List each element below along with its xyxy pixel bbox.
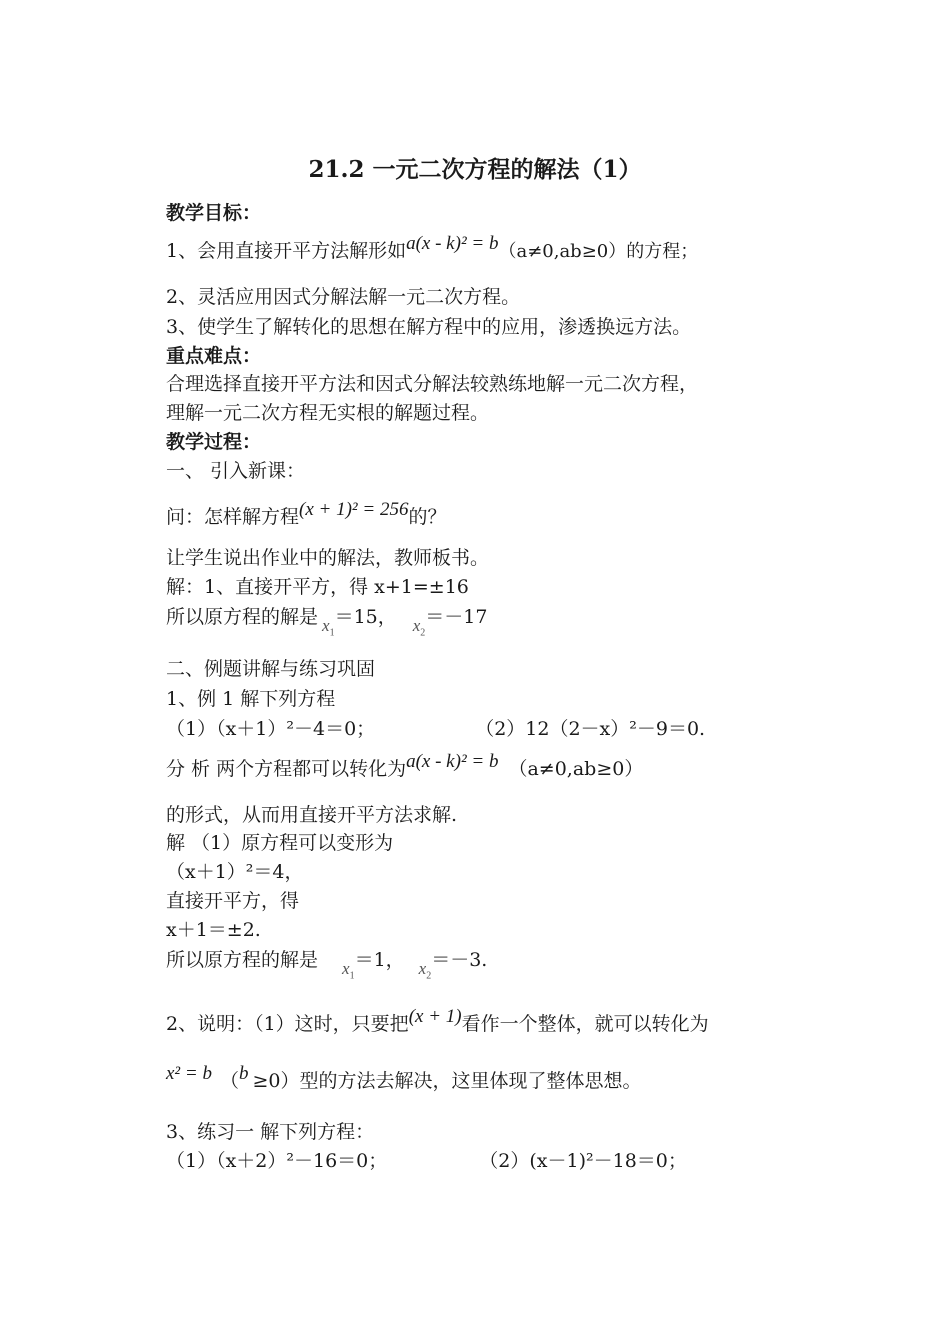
equation-1: （1）（x＋1）²－4＝0；: [166, 718, 376, 740]
analysis-line-1: [166, 751, 644, 783]
x1-variable: $x_1$: [322, 616, 335, 639]
x2-variable: $x_2$: [412, 616, 426, 639]
solution-step-4: x＋1＝±2.: [166, 919, 261, 941]
objectives-heading: 教学目标：: [166, 202, 262, 224]
note-formula: (x + 1): [408, 1006, 462, 1027]
solution-step-5: [166, 947, 487, 981]
analysis-line-2: 的形式，从而用直接开平方法求解.: [166, 804, 458, 826]
question-text: 问：怎样解方程: [166, 506, 300, 528]
objective-1-text: 1、会用直接开平方法解形如: [166, 240, 407, 262]
key-points-heading: 重点难点：: [166, 345, 262, 367]
objective-3: 3、使学生了解转化的思想在解方程中的应用，渗透换远方法。: [166, 316, 692, 338]
analysis-condition: （a≠0,ab≥0）: [508, 758, 644, 780]
question-formula: (x + 1)² = 256: [299, 499, 409, 520]
question-suffix: 的？: [408, 506, 447, 528]
equation-2: （2）12（2－x）²－9＝0.: [475, 718, 706, 740]
example-title: 1、例 1 解下列方程: [166, 688, 336, 710]
sol-x1-value: ＝1，: [354, 949, 405, 971]
key-points-line-2: 理解一元二次方程无实根的解题过程。: [166, 402, 490, 424]
intro-question: [166, 499, 447, 531]
solution-step-2: （x＋1）²＝4，: [166, 861, 304, 883]
solution-line-2-text: 所以原方程的解是: [166, 606, 319, 628]
solution-step-1: 解 （1）原方程可以变形为: [166, 832, 394, 854]
note2-formula: x² = b: [166, 1063, 212, 1084]
part-2-title: 二、例题讲解与练习巩固: [166, 658, 376, 680]
sol-x1-variable: $x_1$: [342, 959, 355, 982]
x2-value: ＝－17: [425, 606, 488, 628]
note2-b: b: [238, 1063, 249, 1084]
objective-1: [166, 233, 699, 265]
solution-step-5-text: 所以原方程的解是: [166, 949, 319, 971]
note2-open-paren: （: [219, 1070, 239, 1092]
sol-x2-value: ＝－3.: [431, 949, 488, 971]
note-line-1: [166, 1006, 709, 1038]
objective-2: 2、灵活应用因式分解法解一元二次方程。: [166, 286, 521, 308]
part-1-title: 一、 引入新课：: [166, 460, 306, 482]
solution-line-1: 解：1、直接开平方，得 x+1=±16: [166, 576, 469, 598]
practice-equation-2: （2）(x－1)²－18＝0；: [479, 1150, 687, 1172]
student-line: 让学生说出作业中的解法，教师板书。: [166, 547, 490, 569]
practice-title: 3、练习一 解下列方程：: [166, 1121, 375, 1143]
note-text: 2、说明：（1）这时，只要把: [166, 1013, 409, 1035]
note-line-2: [166, 1063, 642, 1095]
x1-value: ＝15，: [334, 606, 397, 628]
solution-line-2: [166, 604, 487, 638]
objective-1-condition: （a≠0,ab≥0）的方程；: [498, 241, 699, 262]
analysis-formula: a(x - k)² = b: [406, 751, 499, 772]
sol-x2-variable: $x_2$: [418, 959, 432, 982]
page-title: 21.2 一元二次方程的解法（1）: [308, 156, 642, 183]
note-suffix: 看作一个整体，就可以转化为: [461, 1013, 709, 1035]
example-equations: [166, 716, 705, 742]
key-points-line-1: 合理选择直接开平方法和因式分解法较熟练地解一元二次方程，: [166, 373, 699, 395]
solution-step-3: 直接开平方，得: [166, 890, 300, 912]
process-heading: 教学过程：: [166, 431, 262, 453]
practice-equation-1: （1）（x＋2）²－16＝0；: [166, 1150, 388, 1172]
analysis-text: 分 析 两个方程都可以转化为: [166, 758, 407, 780]
practice-equations: [166, 1148, 687, 1174]
note2-text: ≥0）型的方法去解决，这里体现了整体思想。: [252, 1070, 642, 1092]
objective-1-formula: a(x - k)² = b: [406, 233, 499, 254]
